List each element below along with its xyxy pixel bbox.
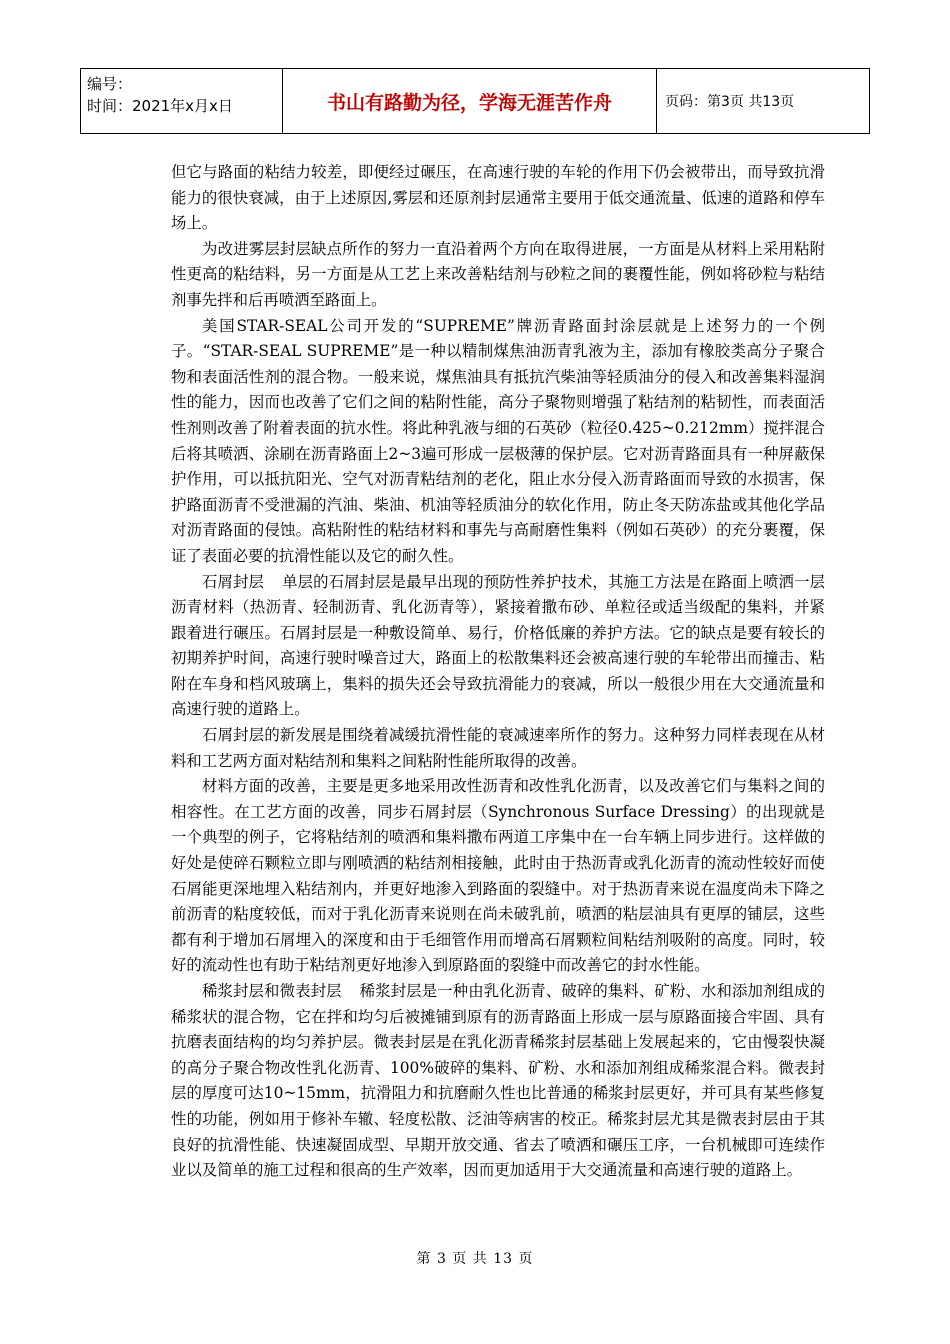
- paragraph-text: 但它与路面的粘结力较差，即便经过碾压，在高速行驶的车轮的作用下仍会被带出，而导致抗滑能力的很快衰减，由于上述原因,雾层和还原剂封层通常主要用于低交通流量、低速的道路和停车场上。: [171, 163, 825, 233]
- paragraph-text: 石屑封层的新发展是围绕着减缓抗滑性能的衰减速率所作的努力。这种努力同样表现在从材料和工艺两方面对粘结剂和集料之间粘附性能所取得的改善。: [171, 726, 825, 770]
- paragraph: [171, 774, 825, 979]
- document-body: [171, 160, 825, 1184]
- header-page-label: 页码：第3页 共13页: [665, 94, 795, 110]
- paragraph: [171, 160, 825, 237]
- header-motto: 书山有路勤为径，学海无涯苦作舟: [283, 69, 657, 133]
- page-header: [80, 68, 870, 134]
- page-footer: 第 3 页 共 13 页: [416, 1251, 534, 1267]
- paragraph-text: 单层的石屑封层是最早出现的预防性养护技术，其施工方法是在路面上喷洒一层沥青材料（热沥青、轻制沥青、乳化沥青等），紧接着撒布砂、单粒径或适当级配的集料，并紧跟着进行碾压。石屑封层是一种敷设简单、易行，价格低廉的养护方法。它的缺点是要有较长的初期养护时间，高速行驶时噪音过大，路面上的松散集料还会被高速行驶的车轮带出而撞击、粘附在车身和档风玻璃上，集料的损失还会导致抗滑能力的衰减，所以一般很少用在大交通流量和高速行驶的道路上。: [171, 572, 825, 719]
- paragraph: [171, 314, 825, 570]
- section-lead: 稀浆封层和微表封层: [202, 982, 342, 1000]
- paragraph: [171, 979, 825, 1184]
- paragraph-text: 为改进雾层封层缺点所作的努力一直沿着两个方向在取得进展，一方面是从材料上采用粘附性更高的粘结料，另一方面是从工艺上来改善粘结剂与砂粒之间的裹覆性能，例如将砂粒与粘结剂事先拌和后再喷洒至路面上。: [171, 239, 825, 309]
- header-meta: [81, 69, 283, 133]
- section-lead: 石屑封层: [202, 572, 265, 591]
- paragraph-text: 材料方面的改善，主要是更多地采用改性沥青和改性乳化沥青，以及改善它们与集料之间的相容性。在工艺方面的改善，同步石屑封层（Synchronous Surface Dressing）的出现就是一个典型的例子，它将粘结剂的喷洒和集料撒布两道工序集中在一台车辆上同步进行。这样做的好处是使碎石颗粒立即与刚喷洒的粘结剂相接触，此时由于热沥青或乳化沥青的流动性较好而使石屑能更深地埋入粘结剂内，并更好地渗入到路面的裂缝中。对于热沥青来说在温度尚未下降之前沥青的粘度较低，而对于乳化沥青来说则在尚未破乳前，喷洒的粘层油具有更厚的铺层，这些都有利于增加石屑埋入的深度和由于毛细管作用而增高石屑颗粒间粘结剂吸附的高度。同时，较好的流动性也有助于粘结剂更好地渗入到原路面的裂缝中而改善它的封水性能。: [171, 777, 825, 975]
- document-date-label: 时间：2021年x月x日: [87, 97, 233, 115]
- paragraph-text: 美国STAR-SEAL公司开发的“SUPREME”牌沥青路面封涂层就是上述努力的一个例子。“STAR-SEAL SUPREME”是一种以精制煤焦油沥青乳液为主，添加有橡胶类高分子聚合物和表面活性剂的混合物。一般来说，煤焦油具有抵抗汽柴油等轻质油分的侵入和改善集料湿润性的能力，因而也改善了它们之间的粘附性能，高分子聚物则增强了粘结剂的粘韧性，而表面活性剂则改善了附着表面的抗水性。将此种乳液与细的石英砂（粒径0.425~0.212mm）搅拌混合后将其喷洒、涂刷在沥青路面上2~3遍可形成一层极薄的保护层。它对沥青路面具有一种屏蔽保护作用，可以抵抗阳光、空气对沥青粘结剂的老化，阻止水分侵入沥青路面而导致的水损害，保护路面沥青不受泄漏的汽油、柴油、机油等轻质油分的软化作用，防止冬天防冻盐或其他化学品对沥青路面的侵蚀。高粘附性的粘结材料和事先与高耐磨性集料（例如石英砂）的充分裹覆，保证了表面必要的抗滑性能以及它的耐久性。: [171, 316, 825, 565]
- document-number-label: 编号：: [87, 75, 133, 93]
- paragraph-text: 稀浆封层是一种由乳化沥青、破碎的集料、矿粉、水和添加剂组成的稀浆状的混合物，它在拌和均匀后被摊铺到原有的沥青路面上形成一层与原路面接合牢固、具有抗磨表面结构的均匀养护层。微表封层是在乳化沥青稀浆封层基础上发展起来的，它由慢裂快凝的高分子聚合物改性乳化沥青、100%破碎的集料、矿粉、水和添加剂组成稀浆混合料。微表封层的厚度可达10~15mm，抗滑阻力和抗磨耐久性也比普通的稀浆封层更好，并可具有某些修复性的功能，例如用于修补车辙、轻度松散、泛油等病害的校正。稀浆封层尤其是微表封层由于其良好的抗滑性能、快速凝固成型、早期开放交通、省去了喷洒和碾压工序，一台机械即可连续作业以及简单的施工过程和很高的生产效率，因而更加适用于大交通流量和高速行驶的道路上。: [171, 982, 825, 1180]
- paragraph: [171, 237, 825, 314]
- paragraph: [171, 723, 825, 774]
- paragraph: [171, 570, 825, 724]
